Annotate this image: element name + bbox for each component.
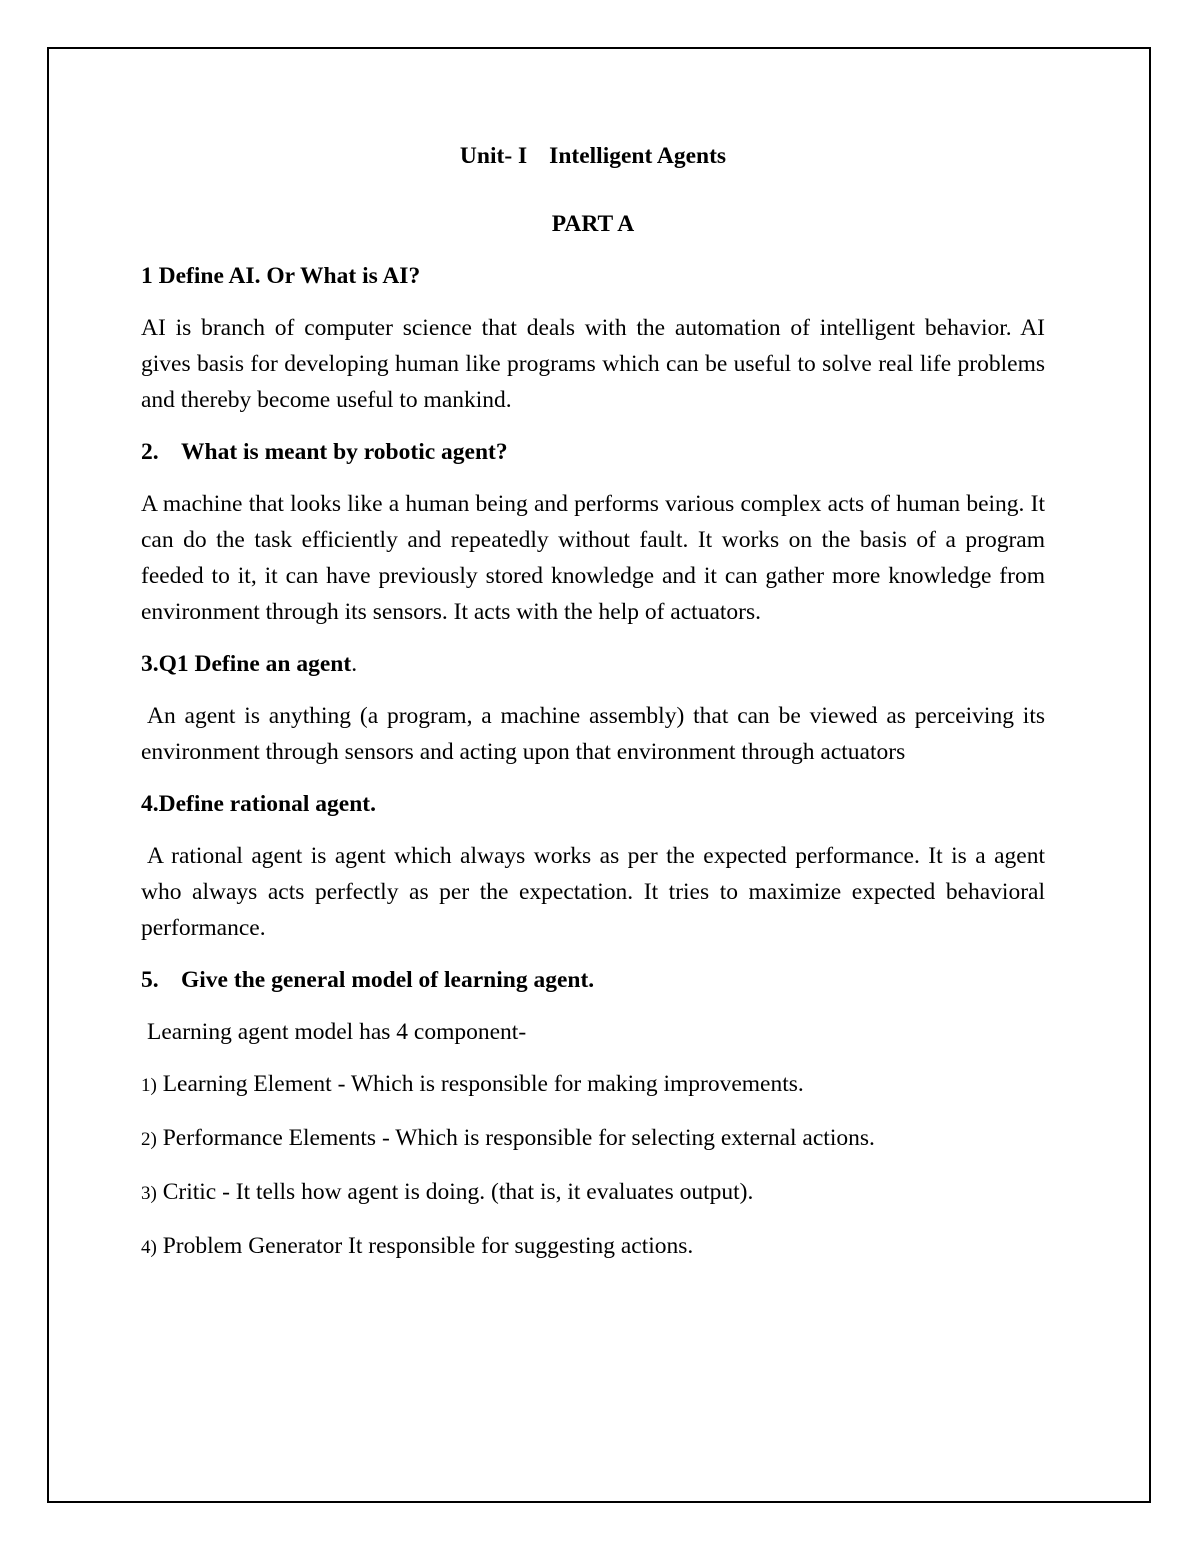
answer-5-intro: Learning agent model has 4 component- [147, 1019, 527, 1045]
list-item-number: 3) [141, 1183, 157, 1204]
list-item-number: 4) [141, 1237, 157, 1258]
list-item [141, 1174, 1045, 1212]
answer-2: A machine that looks like a human being and performs various complex acts of human being. It can do the task efficiently and repeatedly without fault. It works on the basis of a program feeded to it, it can have previously stored knowledge and it can gather more knowledge from environment through its sensors. It acts with the help of actuators. [141, 491, 1045, 625]
document-body [141, 138, 1045, 1266]
answer-1: AI is branch of computer science that deals with the automation of intelligent behavior. AI gives basis for developing human like programs which can be useful to solve real life problems and thereby become useful to mankind. [141, 315, 1045, 413]
question-3-text: 3.Q1 Define an agent [141, 651, 352, 677]
question-5 [141, 962, 1045, 998]
list-item-text: Critic - It tells how agent is doing. (that is, it evaluates output). [162, 1179, 754, 1205]
list-item [141, 1228, 1045, 1266]
question-3 [141, 646, 1045, 682]
list-item-text: Learning Element - Which is responsible for making improvements. [162, 1071, 804, 1097]
question-2 [141, 434, 1045, 470]
question-2-number: 2. [141, 439, 159, 465]
list-item-number: 2) [141, 1129, 157, 1150]
question-2-text: What is meant by robotic agent? [181, 439, 508, 465]
list-item [141, 1066, 1045, 1104]
page-title [141, 138, 1045, 174]
part-heading: PART A [551, 211, 635, 237]
list-item-number: 1) [141, 1075, 157, 1096]
list-item [141, 1120, 1045, 1158]
question-4: 4.Define rational agent. [141, 791, 376, 817]
list-item-text: Problem Generator It responsible for suggesting actions. [162, 1233, 694, 1259]
answer-4: A rational agent is agent which always works as per the expected performance. It is a agent who always acts perfectly as per the expectation. It tries to maximize expected behavioral performance. [141, 843, 1045, 941]
question-5-text: Give the general model of learning agent. [181, 967, 595, 993]
question-3-tail: . [351, 651, 358, 677]
unit-label: Unit- I [459, 143, 528, 169]
question-5-number: 5. [141, 967, 159, 993]
question-1: 1 Define AI. Or What is AI? [141, 263, 421, 289]
unit-title: Intelligent Agents [549, 143, 727, 169]
answer-3: An agent is anything (a program, a machine assembly) that can be viewed as perceiving its environment through sensors and acting upon that environment through actuators [141, 703, 1045, 765]
list-item-text: Performance Elements - Which is responsible for selecting external actions. [162, 1125, 875, 1151]
